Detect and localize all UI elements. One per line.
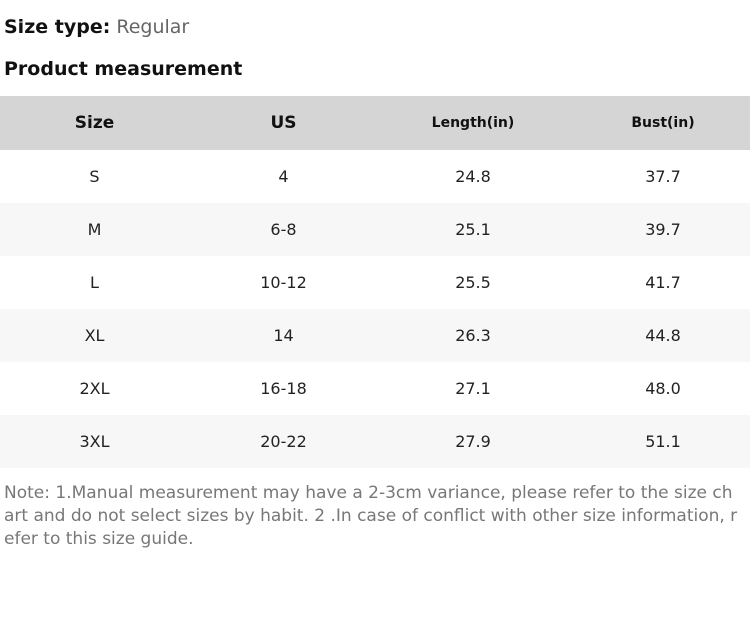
- cell-size: 2XL: [0, 362, 189, 415]
- size-measurement-table: [0, 96, 750, 468]
- cell-size: 3XL: [0, 415, 189, 468]
- cell-bust: 41.7: [568, 256, 750, 309]
- table-row: [0, 203, 750, 256]
- page-title: Product measurement: [4, 58, 243, 80]
- cell-us: 20-22: [189, 415, 378, 468]
- size-type-label: Size type:: [4, 16, 111, 38]
- cell-size: S: [0, 150, 189, 203]
- cell-bust: 39.7: [568, 203, 750, 256]
- cell-us: 16-18: [189, 362, 378, 415]
- cell-length: 27.9: [378, 415, 568, 468]
- column-header-length: Length(in): [378, 96, 568, 150]
- cell-length: 25.1: [378, 203, 568, 256]
- cell-length: 26.3: [378, 309, 568, 362]
- cell-size: XL: [0, 309, 189, 362]
- table-row: [0, 415, 750, 468]
- table-header-row: [0, 96, 750, 150]
- size-type-value: Regular: [116, 16, 190, 38]
- cell-bust: 51.1: [568, 415, 750, 468]
- measurement-note: Note: 1.Manual measurement may have a 2-3cm variance, please refer to the size chart and do not select sizes by habit. 2 .In case of conflict with other size information, refer to this size guide.: [4, 483, 738, 549]
- cell-us: 14: [189, 309, 378, 362]
- table-row: [0, 150, 750, 203]
- column-header-size: Size: [0, 96, 189, 150]
- table-row: [0, 256, 750, 309]
- column-header-us: US: [189, 96, 378, 150]
- cell-length: 25.5: [378, 256, 568, 309]
- column-header-bust: Bust(in): [568, 96, 750, 150]
- cell-us: 4: [189, 150, 378, 203]
- table-header: [0, 96, 750, 150]
- cell-bust: 44.8: [568, 309, 750, 362]
- cell-length: 24.8: [378, 150, 568, 203]
- table-row: [0, 309, 750, 362]
- cell-length: 27.1: [378, 362, 568, 415]
- cell-bust: 37.7: [568, 150, 750, 203]
- table-row: [0, 362, 750, 415]
- size-type-row: [0, 0, 750, 40]
- cell-us: 10-12: [189, 256, 378, 309]
- cell-bust: 48.0: [568, 362, 750, 415]
- cell-size: M: [0, 203, 189, 256]
- table-body: [0, 150, 750, 468]
- cell-us: 6-8: [189, 203, 378, 256]
- cell-size: L: [0, 256, 189, 309]
